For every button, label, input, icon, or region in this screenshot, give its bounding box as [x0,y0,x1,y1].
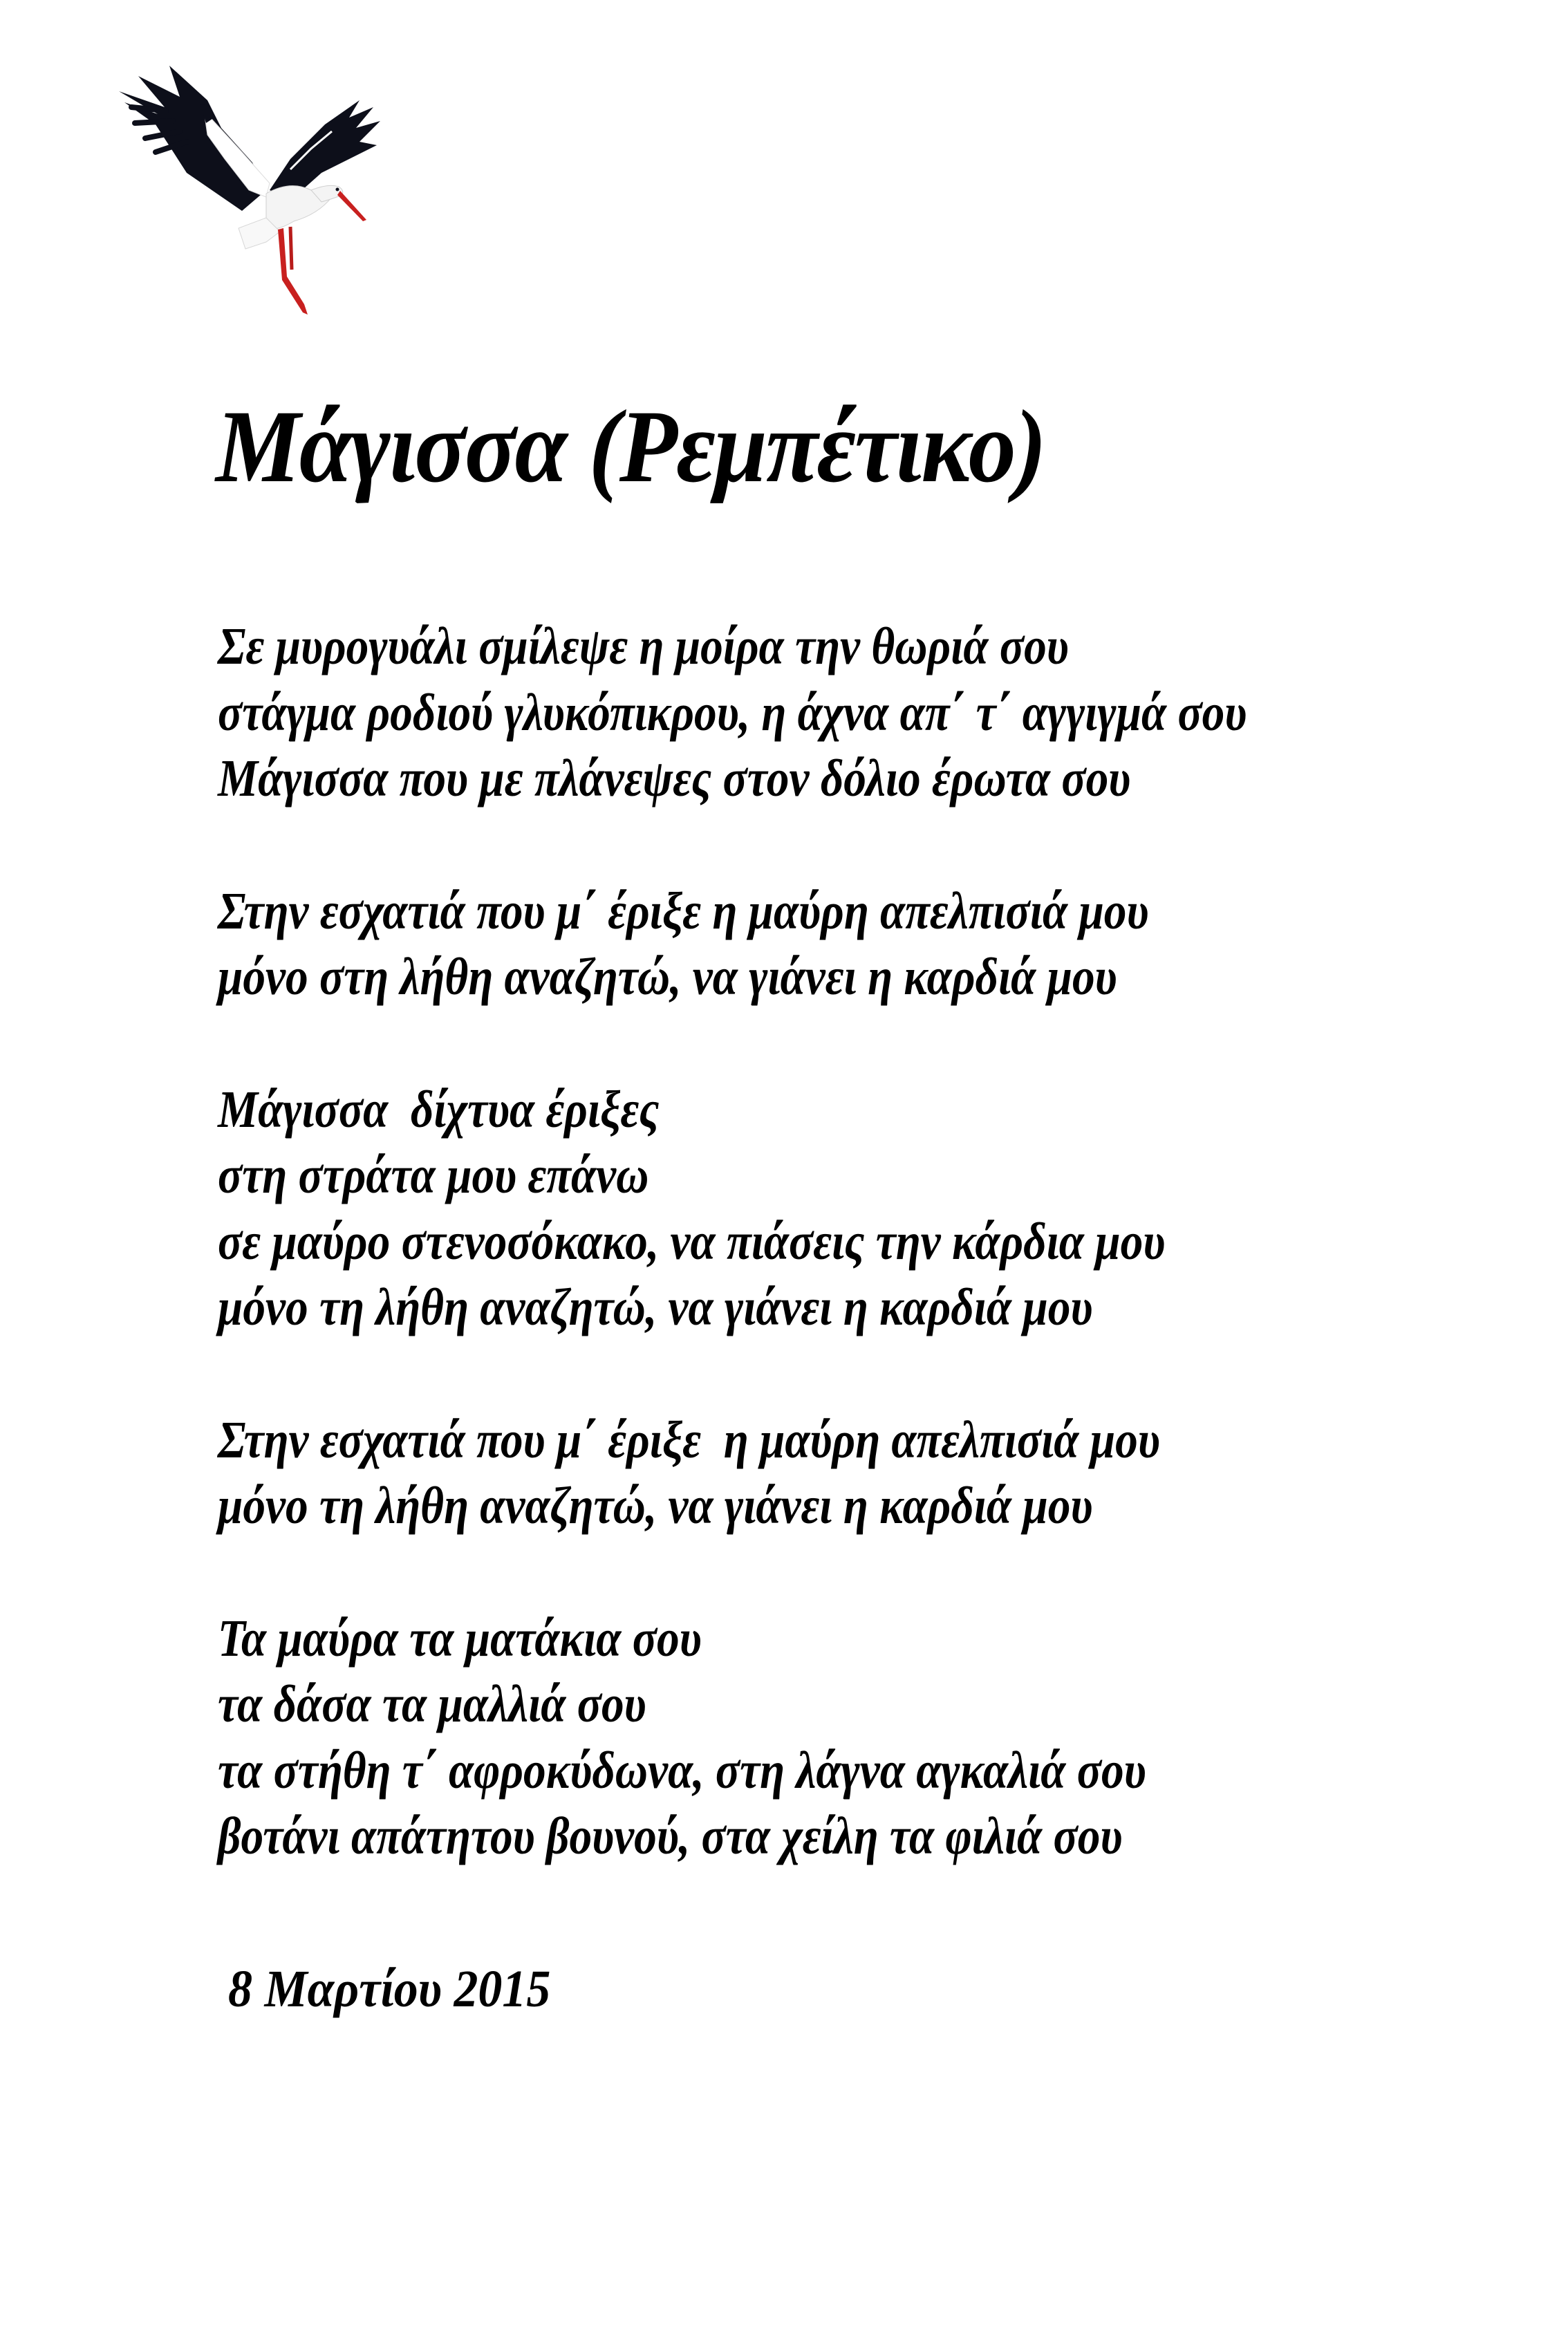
poem-line: βοτάνι απάτητου βουνού, στα χείλη τα φιλιά σου [218,1807,1123,1865]
poem-line: μόνο στη λήθη αναζητώ, να γιάνει η καρδιά μου [218,948,1117,1006]
stanza-2 [218,879,1531,1011]
poem-line: στάγμα ροδιού γλυκόπικρου, η άχνα απ΄ τ΄ αγγιγμά σου [218,683,1247,742]
poem-line: μόνο τη λήθη αναζητώ, να γιάνει η καρδιά μου [218,1477,1093,1535]
poem-line: τα στήθη τ΄ αφροκύδωνα, στη λάγνα αγκαλιά σου [218,1741,1146,1800]
poem-line: στη στράτα μου επάνω [218,1146,649,1204]
poem-body [218,614,1531,1936]
stanza-5 [218,1606,1531,1870]
poem-line: τα δάσα τα μαλλιά σου [218,1675,646,1733]
poem-line: Στην εσχατιά που μ΄ έριξε η μαύρη απελπισιά μου [218,881,1149,940]
poem-line: Τα μαύρα τα ματάκια σου [218,1609,702,1668]
poem-line: Μάγισσα που με πλάνεψες στον δόλιο έρωτα σου [218,749,1131,808]
poem-line: μόνο τη λήθη αναζητώ, να γιάνει η καρδιά μου [218,1278,1093,1336]
poem-line: σε μαύρο στενοσόκακο, να πιάσεις την κάρδια μου [218,1212,1166,1271]
stork-icon [83,41,401,318]
stork-image [83,41,401,318]
poem-date: 8 Μαρτίου 2015 [228,1960,551,2018]
poem-line: Στην εσχατιά που μ΄ έριξε η μαύρη απελπισιά μου [218,1410,1160,1469]
poem-title: Μάγισσα (Ρεμπέτικο) [216,389,1046,504]
stanza-1 [218,614,1531,812]
poem-line: Σε μυρογυάλι σμίλεψε η μοίρα την θωριά σου [218,617,1069,675]
stanza-4 [218,1408,1531,1540]
stanza-3 [218,1077,1531,1341]
poem-line: Μάγισσα δίχτυα έριξες [218,1080,660,1139]
